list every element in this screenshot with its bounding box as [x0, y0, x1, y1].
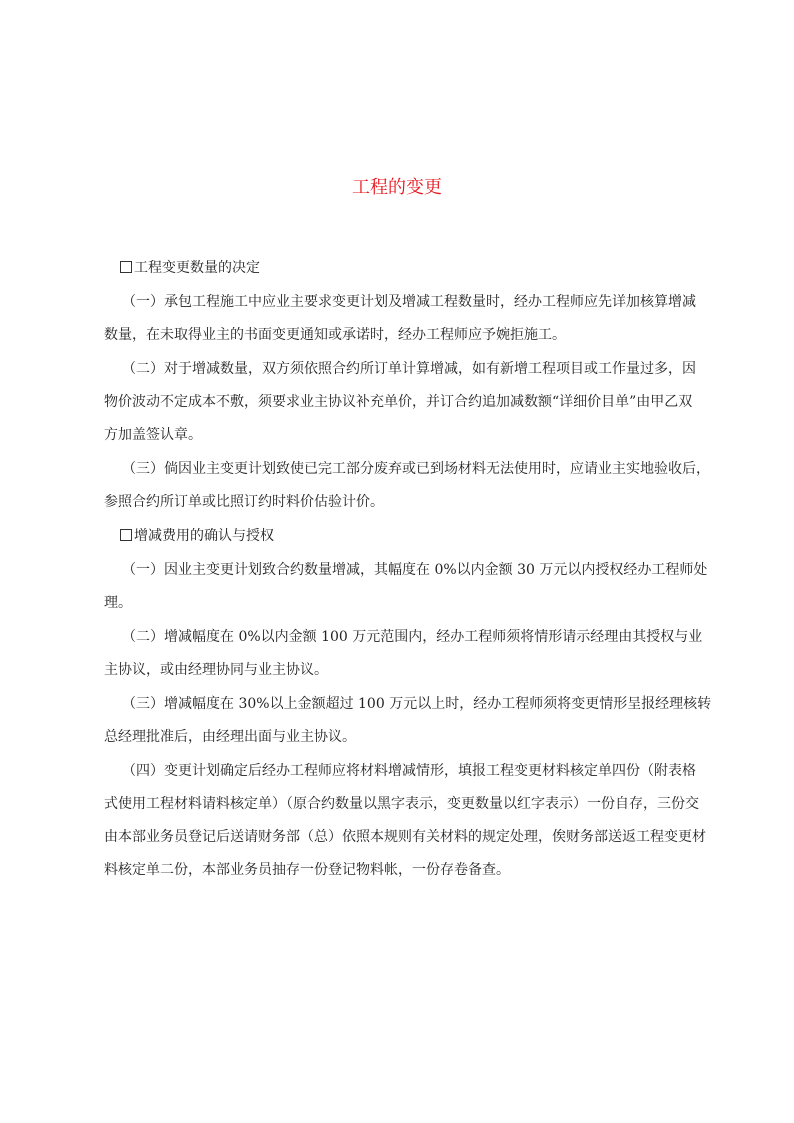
paragraph-line: 参照合约所订单或比照订约时料价估验计价。: [104, 494, 384, 510]
paragraph-line: （二）对于增减数量，双方须依照合约所订单计算增减，如有新增工程项目或工作量过多，因: [122, 361, 696, 377]
checkbox-square-icon: [120, 529, 132, 541]
section-heading: [104, 520, 692, 553]
section-heading-text: 工程变更数量的决定: [134, 260, 260, 276]
paragraph-line: （二）增减幅度在 0%以内金额 100 万元范围内，经办工程师须将情形请示经理由其授权与业: [122, 629, 703, 645]
paragraph-line: 总经理批准后，由经理出面与业主协议。: [104, 729, 356, 745]
section-heading: [104, 252, 692, 285]
paragraph-line: 由本部业务员登记后送请财务部（总）依照本规则有关材料的规定处理，俟财务部送返工程变更材: [104, 829, 706, 845]
paragraph-line: （一）承包工程施工中应业主要求变更计划及增减工程数量时，经办工程师应先详加核算增减: [122, 294, 696, 310]
paragraph: [104, 353, 696, 452]
paragraph-line: （一）因业主变更计划致合约数量增减，其幅度在 0%以内金额 30 万元以内授权经办工程师处: [122, 562, 708, 578]
paragraph-line: 主协议，或由经理协同与业主协议。: [104, 662, 328, 678]
paragraph-line: 方加盖签认章。: [104, 427, 202, 443]
paragraph: [104, 621, 703, 687]
document-body: [104, 252, 712, 888]
paragraph-line: （四）变更计划确定后经办工程师应将材料增减情形，填报工程变更材料核定单四份（附表格: [122, 763, 696, 779]
paragraph: [104, 688, 712, 754]
checkbox-square-icon: [120, 261, 132, 273]
paragraph: [104, 554, 708, 620]
paragraph-line: 数量，在未取得业主的书面变更通知或承诺时，经办工程师应予婉拒施工。: [104, 327, 566, 343]
paragraph-line: （三）增减幅度在 30%以上金额超过 100 万元以上时，经办工程师须将变更情形呈报经理核转: [122, 696, 712, 712]
paragraph: [104, 755, 706, 887]
paragraph-line: 式使用工程材料请料核定单）（原合约数量以黑字表示，变更数量以红字表示）一份自存，三份交: [104, 796, 699, 812]
section-heading-text: 增减费用的确认与授权: [134, 528, 274, 544]
paragraph-line: （三）倘因业主变更计划致使已完工部分废弃或已到场材料无法使用时，应请业主实地验收后，: [122, 461, 710, 477]
paragraph: [104, 286, 696, 352]
paragraph: [104, 453, 710, 519]
paragraph-line: 物价波动不定成本不敷，须要求业主协议补充单价，并订合约追加减数额“详细价目单”由甲乙双: [104, 394, 693, 410]
document-title: 工程的变更: [352, 177, 442, 198]
paragraph-line: 理。: [104, 595, 132, 611]
paragraph-line: 料核定单二份，本部业务员抽存一份登记物料帐，一份存卷备查。: [104, 862, 510, 878]
